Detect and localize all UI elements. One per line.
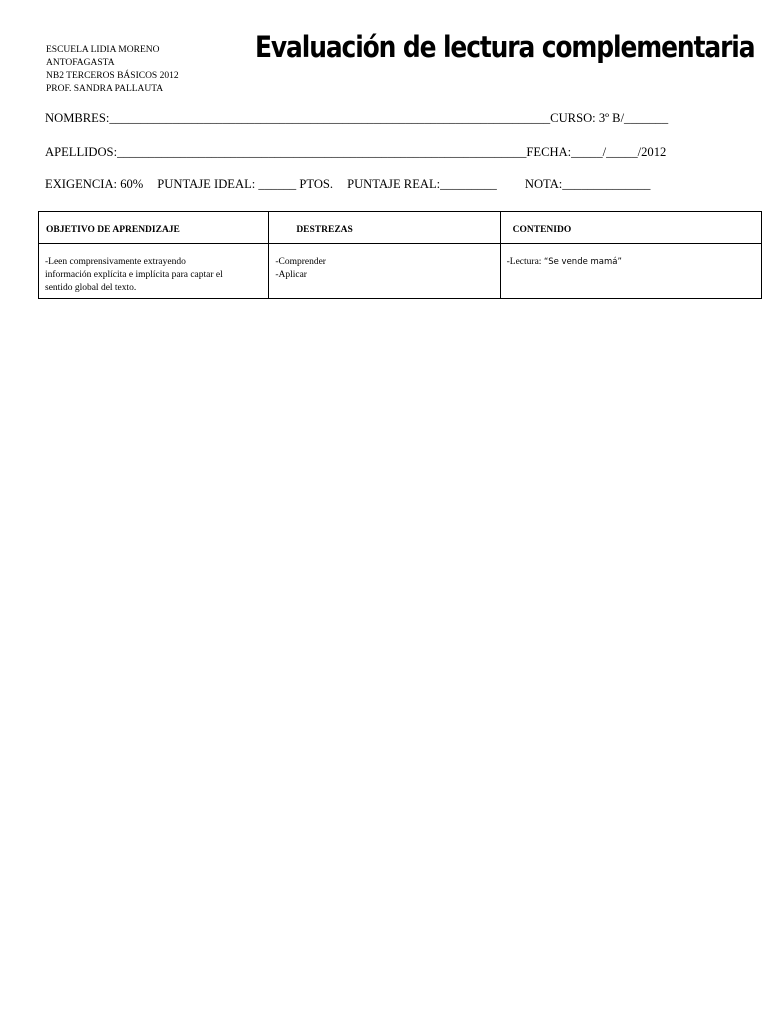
reading-title: “Se vende mamá”	[543, 257, 622, 267]
skill-item: -Comprender	[275, 257, 326, 267]
date-field: FECHA:_____/_____/2012	[526, 145, 667, 159]
names-row	[45, 111, 668, 126]
requirement-field: EXIGENCIA: 60%	[45, 177, 144, 191]
grade-field: NOTA:______________	[524, 177, 651, 191]
surnames-field: APELLIDOS:_________________________________________________________________	[45, 145, 527, 159]
teacher-name: PROF. SANDRA PALLAUTA	[46, 84, 164, 94]
objective-cell	[39, 244, 269, 299]
table-row	[39, 244, 762, 299]
header-objective: OBJETIVO DE APRENDIZAJE	[39, 212, 269, 244]
course-field: CURSO: 3º B/_______	[550, 111, 669, 125]
content-cell	[500, 244, 761, 299]
objective-line: información explícita e implícita para captar el	[45, 270, 223, 280]
content-prefix: -Lectura:	[506, 257, 544, 267]
skill-item: -Aplicar	[275, 270, 307, 280]
objective-line: -Leen comprensivamente extrayendo	[45, 257, 186, 267]
school-level: NB2 TERCEROS BÁSICOS 2012	[46, 71, 179, 81]
names-field: NOMBRES:______________________________________________________________________	[45, 111, 551, 125]
header-content: CONTENIDO	[500, 212, 761, 244]
surnames-row	[45, 145, 666, 160]
skills-cell	[269, 244, 500, 299]
header-skills: DESTREZAS	[269, 212, 500, 244]
school-name: ESCUELA LIDIA MORENO	[46, 45, 160, 55]
school-city: ANTOFAGASTA	[46, 58, 115, 68]
school-info	[46, 44, 179, 96]
learning-objectives-table	[38, 211, 762, 299]
ideal-score-field: PUNTAJE IDEAL: ______ PTOS.	[157, 177, 334, 191]
score-row	[45, 177, 650, 192]
document-title: Evaluación de lectura complementaria	[255, 30, 755, 64]
objective-line: sentido global del texto.	[45, 283, 137, 293]
table-header-row	[39, 212, 762, 244]
real-score-field: PUNTAJE REAL:_________	[347, 177, 497, 191]
